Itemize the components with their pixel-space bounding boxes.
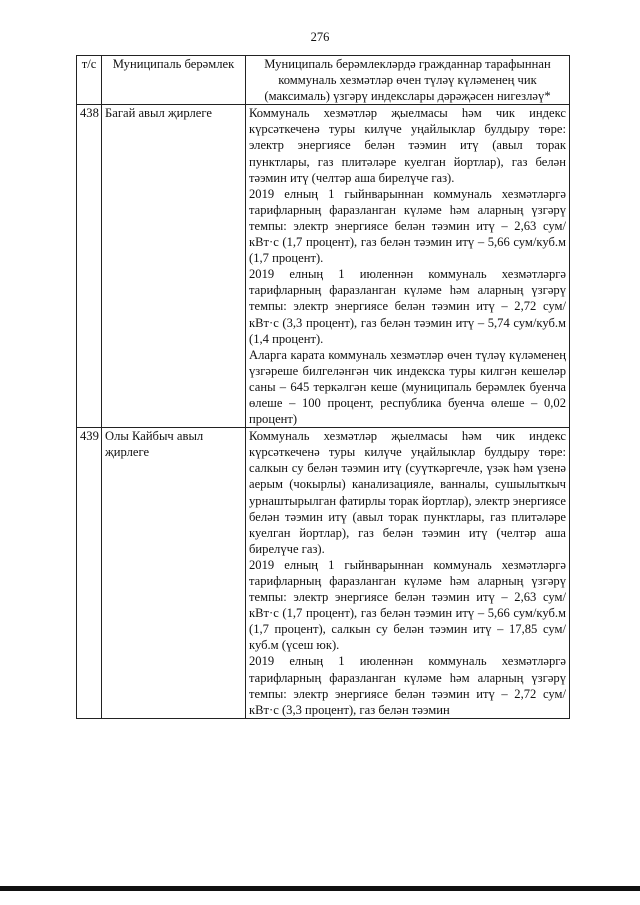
header-municipality: Муниципаль берәмлек xyxy=(102,56,246,105)
description-paragraph: 2019 елның 1 июленнән коммуналь хезмәтләргә тарифларның фаразланган күләме һәм аларның үзгәрү темпы: электр энергиясе белән тәэмин итү – 2,72 сум/кВт·с (3,3 процент), газ белән тәэмин xyxy=(249,654,566,717)
page-bottom-rule xyxy=(0,886,640,891)
description-paragraph: Коммуналь хезмәтләр җыелмасы һәм чик индекс күрсәткеченә туры килүче уңайлыклар булдыру төре: салкын су белән тәэмин итү (суүткәргечле, үзәк һәм үзенә аерым (чокырлы) канализацияле, ванналы, сушылыткыч урнаштырылган фатирлы торак йортлар), электр энергиясе белән тәэмин итү (авыл торак пунктлары, газ плитәләре куелган йортлар), газ белән тәэмин итү (челтәр аша бирелүче газ). xyxy=(249,429,566,556)
row-municipality: Олы Кайбыч авыл җирлеге xyxy=(102,428,246,719)
tariff-table xyxy=(76,55,570,719)
description-paragraph: Коммуналь хезмәтләр җыелмасы һәм чик индекс күрсәткеченә туры килүче уңайлыклар булдыру төре: электр энергиясе белән тәэмин итү (авыл торак пунктлары, газ плитәләре куелган йортлар), газ белән тәэмин итү (челтәр аша бирелүче газ). xyxy=(249,106,566,185)
description-paragraph: 2019 елның 1 гыйнварыннан коммуналь хезмәтләргә тарифларның фаразланган күләме һәм аларның үзгәрү темпы: электр энергиясе белән тәэмин итү – 2,63 сум/кВт·с (1,7 процент), газ белән тәэмин итү – 5,66 сум/куб.м (1,7 процент), салкын су белән тәэмин итү – 17,85 сум/куб.м (үсеш юк). xyxy=(249,557,566,653)
row-number: 438 xyxy=(77,105,102,428)
row-description xyxy=(246,105,570,428)
page-number: 276 xyxy=(310,30,330,44)
table-row xyxy=(77,105,570,428)
description-paragraph: 2019 елның 1 июленнән коммуналь хезмәтләргә тарифларның фаразланган күләме һәм аларның үзгәрү темпы: электр энергиясе белән тәэмин итү – 2,72 сум/кВт·с (3,3 процент), газ белән тәэмин итү – 5,74 сум/куб.м (1,4 процент). xyxy=(249,267,566,346)
header-number: т/с xyxy=(77,56,102,105)
header-description: Муниципаль берәмлекләрдә гражданнар тарафыннан коммуналь хезмәтләр өчен түләү күләменең чик (максималь) үзгәрү индекслары дәрәҗәсен нигезләү* xyxy=(246,56,570,105)
description-paragraph: 2019 елның 1 гыйнварыннан коммуналь хезмәтләргә тарифларның фаразланган күләме һәм аларның үзгәрү темпы: электр энергиясе белән тәэмин итү – 2,63 сум/кВт·с (1,7 процент), газ белән тәэмин итү – 5,66 сум/куб.м (1,7 процент). xyxy=(249,186,566,266)
row-description xyxy=(246,428,570,719)
description-paragraph: Аларга карата коммуналь хезмәтләр өчен түләү күләменең үзгәреше билгеләнгән чик индекска туры килгән кешеләр саны – 645 теркәлгән кеше (муниципаль берәмлек буенча өлеше – 100 процент, республика буенча өлеше – 0,02 процент) xyxy=(249,347,566,427)
table-row xyxy=(77,428,570,719)
table-header-row xyxy=(77,56,570,105)
row-municipality: Багай авыл җирлеге xyxy=(102,105,246,428)
row-number: 439 xyxy=(77,428,102,719)
